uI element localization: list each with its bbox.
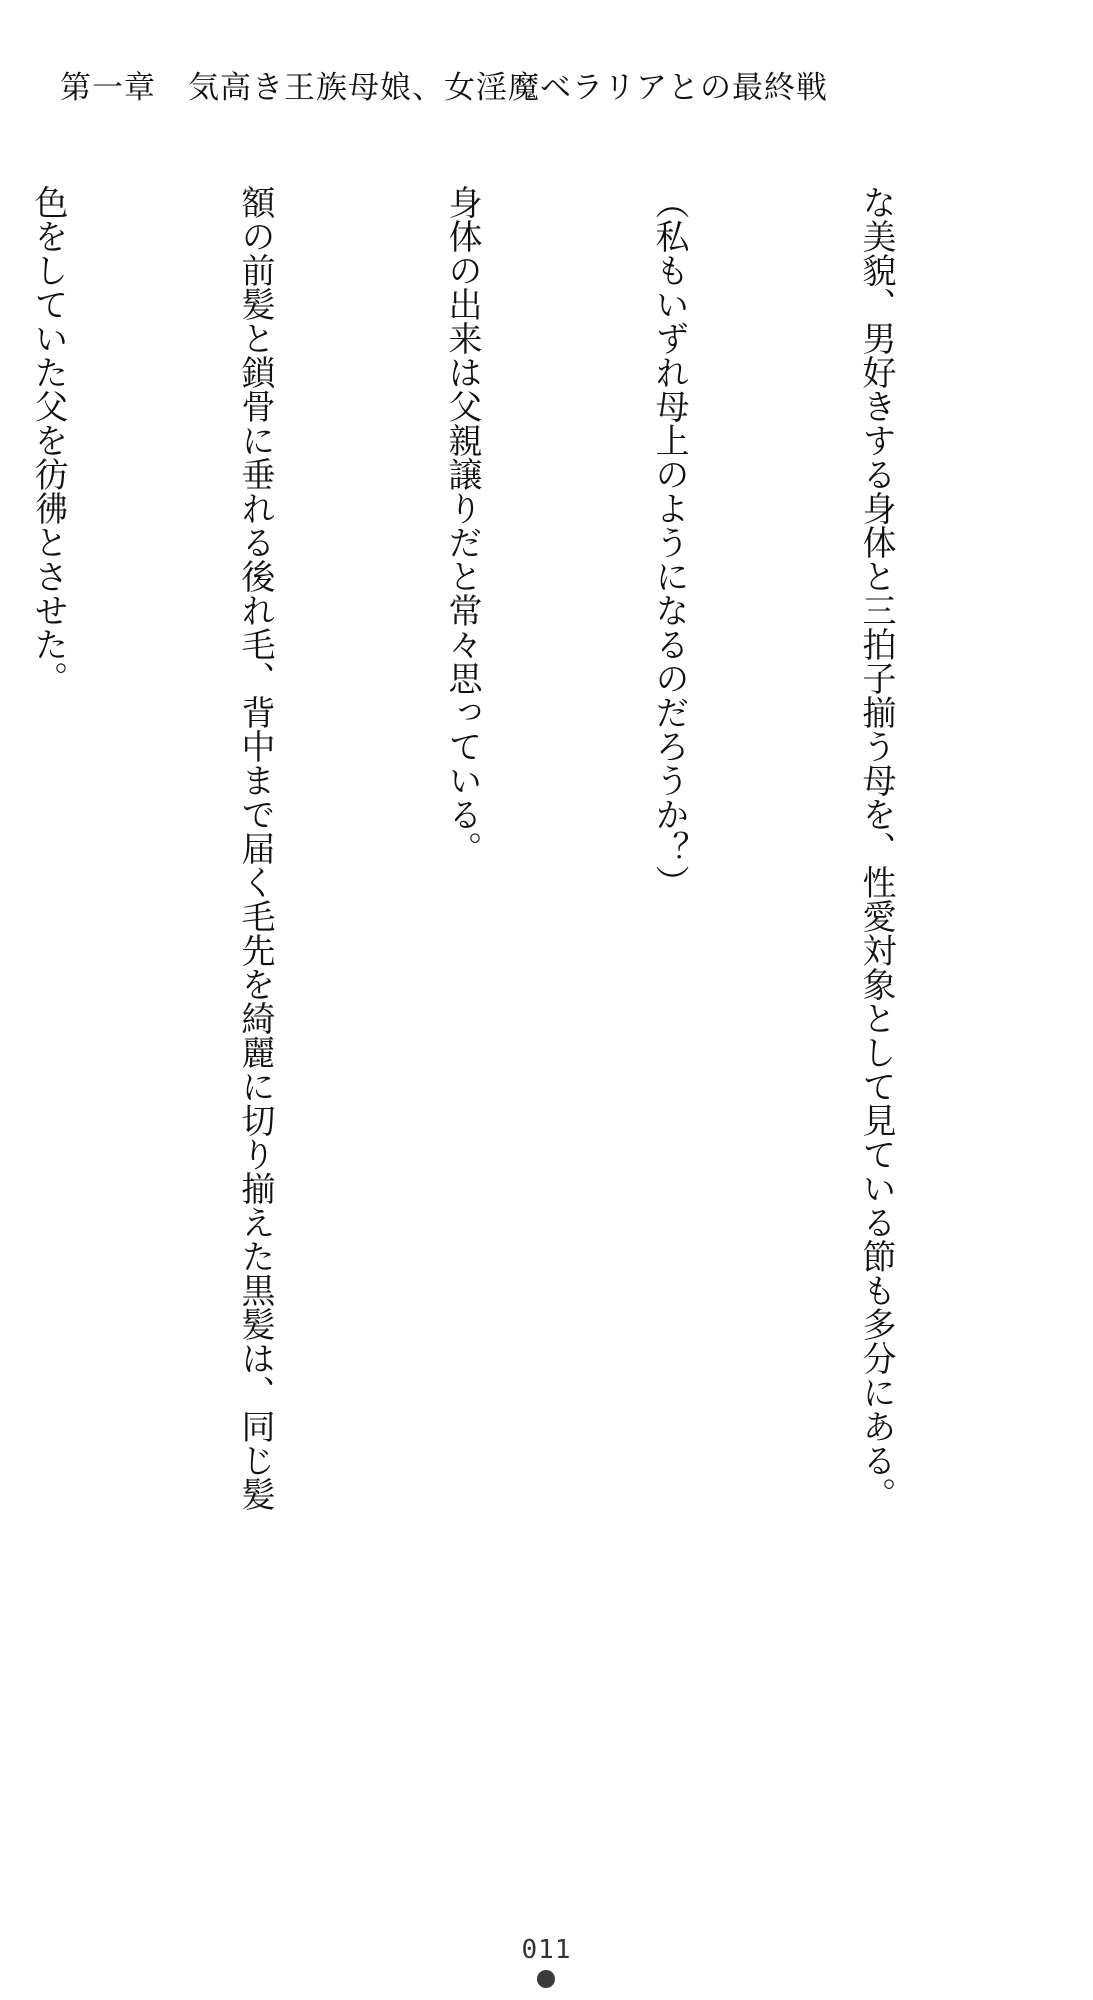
page-number: 011	[521, 1935, 572, 1965]
text-line: 額の前髪と鎖骨に垂れる後れ毛、背中まで届く毛先を綺麗に切り揃えた黒髪は、同じ髪	[235, 185, 275, 1511]
text-line: 身体の出来は父親譲りだと常々思っている。	[442, 185, 482, 865]
body-text	[0, 185, 1048, 1655]
text-line: （私もいずれ母上のようになるのだろうか？）	[649, 185, 689, 899]
chapter-title: 第一章 気高き王族母娘、女淫魔ベラリアとの最終戦	[60, 70, 828, 106]
page-ornament-dot	[537, 1970, 555, 1988]
text-line: 色をしていた父を彷彿とさせた。	[28, 185, 68, 695]
text-line: な美貌、男好きする身体と三拍子揃う母を、性愛対象として見ている節も多分にある。	[856, 185, 896, 1511]
